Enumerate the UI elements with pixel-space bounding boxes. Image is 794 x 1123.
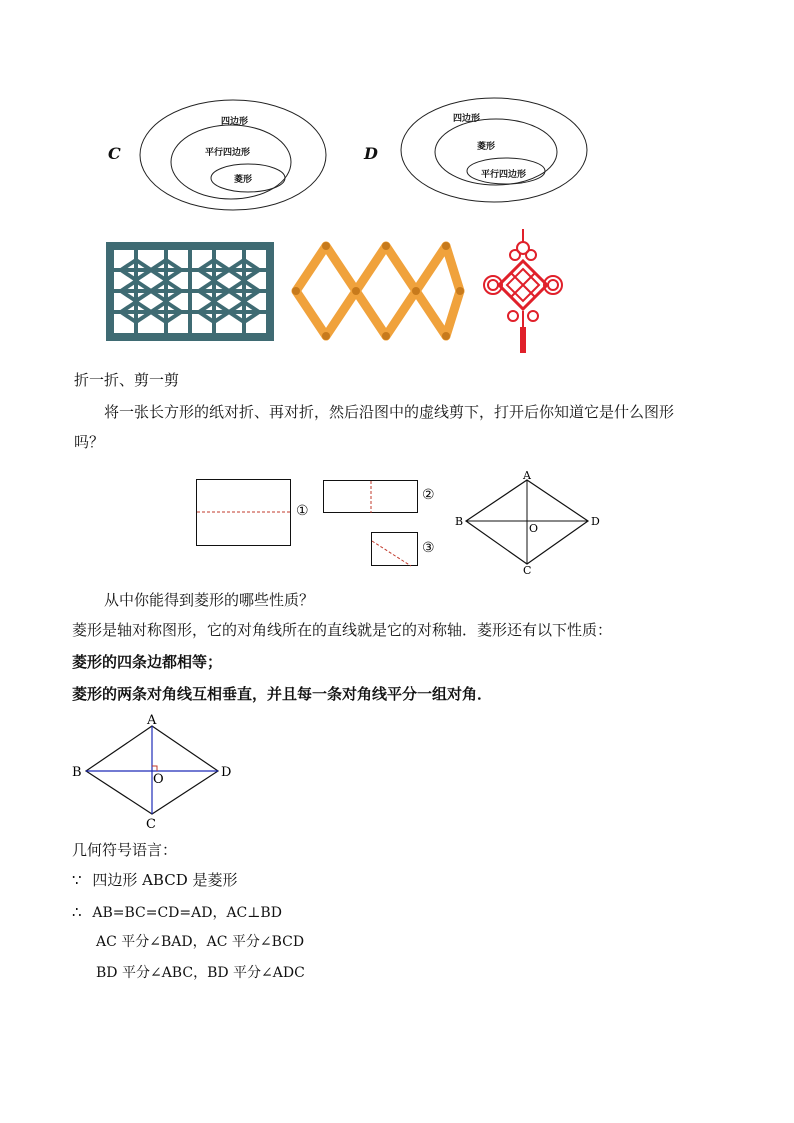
fold-instruction-line1: 将一张长方形的纸对折、再对折，然后沿图中的虚线剪下，打开后你知道它是什么图形 <box>104 403 675 421</box>
conclusion-line-4: BD 平分∠ABC，BD 平分∠ADC <box>96 965 305 981</box>
rhombus-1-label-b: B <box>455 515 464 528</box>
rhombus-2-label-c: C <box>146 817 156 832</box>
fold-step-2-label: ② <box>422 487 435 503</box>
option-d-label: D <box>364 144 378 163</box>
right-angle-mark <box>152 766 157 771</box>
properties-intro: 菱形是轴对称图形，它的对角线所在的直线就是它的对称轴．菱形还有以下性质： <box>72 621 613 639</box>
venn-d-middle-label: 菱形 <box>477 142 496 152</box>
fold-step-2-diagram <box>323 480 419 514</box>
wooden-lattice-image <box>288 238 466 344</box>
rhombus-diagram-1 <box>450 468 604 576</box>
venn-c-outer-label: 四边形 <box>221 117 249 127</box>
because-symbol: ∵ <box>72 871 82 889</box>
section-heading-fold-cut: 折一折、剪一剪 <box>74 371 180 389</box>
rhombus-2-label-a: A <box>147 713 157 728</box>
window-lattice-image <box>106 242 274 341</box>
fold-step-1-diagram <box>196 479 292 547</box>
option-c-label: C <box>108 144 121 163</box>
rhombus-2-label-d: D <box>221 765 232 780</box>
venn-d-inner-label: 平行四边形 <box>481 170 527 180</box>
rhombus-1-label-o: O <box>529 522 539 535</box>
therefore-text: AB=BC=CD=AD，AC⊥BD <box>92 905 282 921</box>
therefore-symbol: ∴ <box>72 903 82 921</box>
fold-step-1-label: ① <box>296 503 309 519</box>
because-line <box>72 870 238 890</box>
venn-c-middle-label: 平行四边形 <box>205 148 251 158</box>
because-text: 四边形 ABCD 是菱形 <box>92 871 238 889</box>
symbolic-heading: 几何符号语言： <box>72 841 178 859</box>
venn-c-inner-label: 菱形 <box>234 175 253 185</box>
rhombus-diagram-2 <box>68 710 238 832</box>
venn-d-outer-label: 四边形 <box>453 114 481 124</box>
rhombus-1-label-c: C <box>523 564 532 576</box>
rhombus-1-label-a: A <box>523 469 531 482</box>
rhombus-2-label-o: O <box>153 772 164 787</box>
rhombus-1-label-d: D <box>591 515 600 528</box>
conclusion-line-3: AC 平分∠BAD，AC 平分∠BCD <box>96 934 305 950</box>
fold-step-3-label: ③ <box>422 540 435 556</box>
property-1: 菱形的四条边都相等； <box>72 653 223 671</box>
properties-question: 从中你能得到菱形的哪些性质？ <box>104 591 315 609</box>
property-2: 菱形的两条对角线互相垂直，并且每一条对角线平分一组对角． <box>72 685 493 703</box>
chinese-knot-image <box>481 229 565 355</box>
fold-step-3-diagram <box>371 532 419 567</box>
therefore-line <box>72 902 282 923</box>
rhombus-2-label-b: B <box>72 765 82 780</box>
fold-instruction-line2: 吗？ <box>74 433 105 451</box>
